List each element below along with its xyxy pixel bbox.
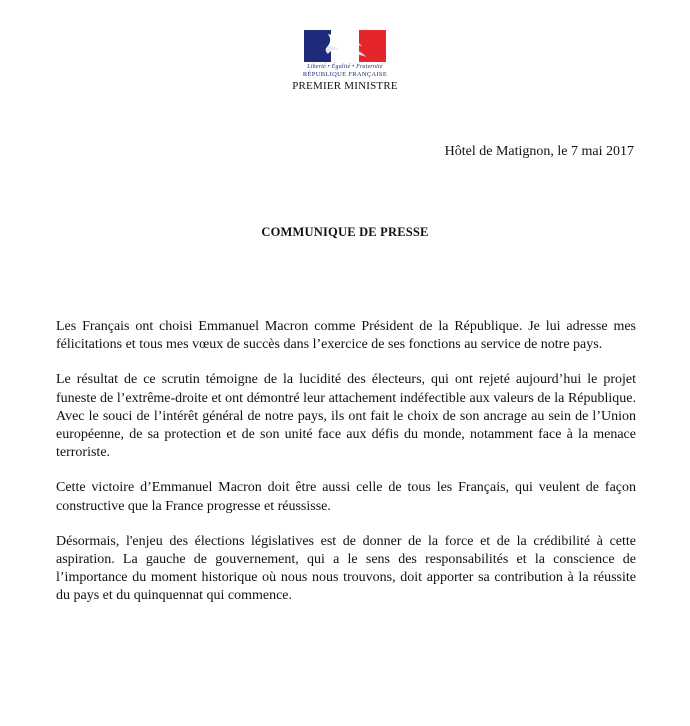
paragraph: Désormais, l'enjeu des élections législatives est de donner de la force et de la crédibilité à cette aspiration. La gauche de gouvernement, qui a le sens des responsabilités et la conscience de l’importance du moment historique où nous nous trouvons, doit apporter sa contribution à la réussite du pays et du quinquennat qui commence. [56, 533, 636, 604]
document-body [56, 318, 636, 606]
marianne-logo-icon [304, 30, 386, 62]
paragraph: Cette victoire d’Emmanuel Macron doit être aussi celle de tous les Français, qui veulent de façon constructive que la France progresse et réussisse. [56, 480, 636, 514]
paragraph: Les Français ont choisi Emmanuel Macron comme Président de la République. Je lui adresse mes félicitations et tous mes vœux de succès dans l’exercice de ses fonctions au service de notre pays. [56, 319, 636, 353]
premier-ministre-text: PREMIER MINISTRE [292, 80, 398, 92]
republique-francaise-text: RÉPUBLIQUE FRANÇAISE [302, 71, 388, 78]
dateline: Hôtel de Matignon, le 7 mai 2017 [444, 144, 634, 159]
motto-text: Liberté • Égalité • Fraternité [307, 64, 383, 70]
document-heading: COMMUNIQUE DE PRESSE [261, 225, 429, 239]
paragraph: Le résultat de ce scrutin témoigne de la lucidité des électeurs, qui ont rejeté aujourd’hui le projet funeste de l’extrême-droite et ont démontré leur attachement indéfectible aux valeurs de la République. Avec le souci de l’intérêt général de notre pays, ils ont fait le choix de son ancrage au sein de l’Union européenne, de sa protection et de son unité face aux défis du monde, notamment face à la menace terroriste. [56, 372, 636, 461]
letterhead [0, 30, 690, 92]
